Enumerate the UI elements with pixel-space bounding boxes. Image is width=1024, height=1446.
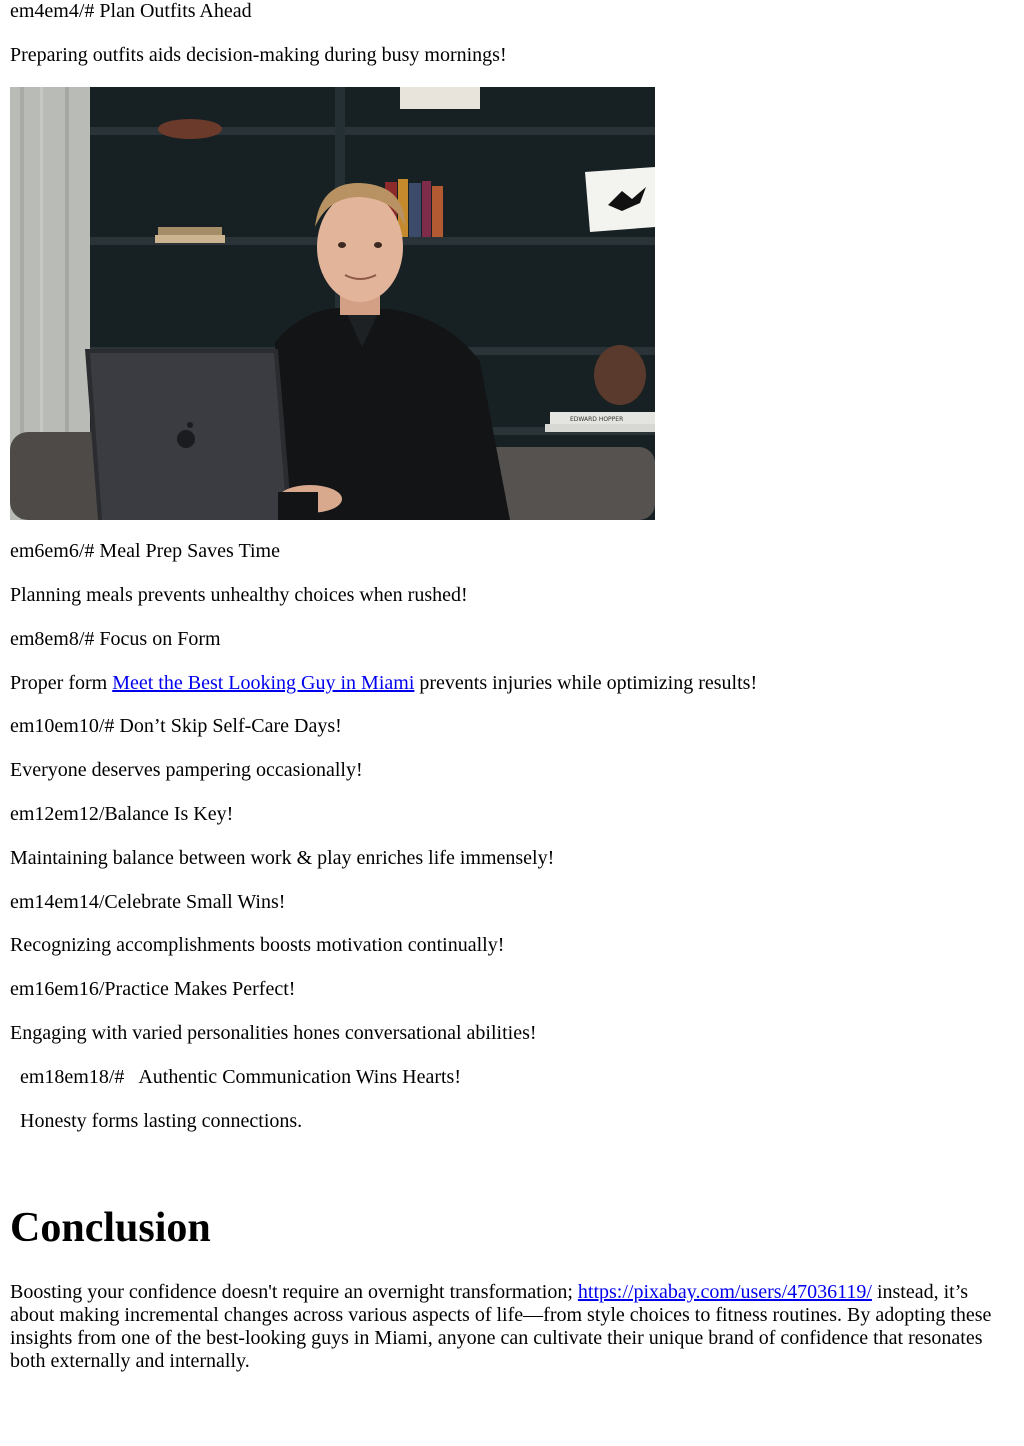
section-text: Planning meals prevents unhealthy choices when rushed!	[10, 584, 468, 606]
conclusion-text-before: Boosting your confidence doesn't require an overnight transformation;	[10, 1281, 578, 1303]
best-looking-guy-link[interactable]: Meet the Best Looking Guy in Miami	[112, 672, 415, 694]
text-after-link: prevents injuries while optimizing results!	[414, 672, 758, 694]
section-heading: em6em6/# Meal Prep Saves Time	[10, 540, 280, 562]
section-heading: em8em8/# Focus on Form	[10, 628, 221, 650]
section-heading: em14em14/Celebrate Small Wins!	[10, 891, 286, 913]
section-heading: em12em12/Balance Is Key!	[10, 803, 234, 825]
section-heading: em18em18/# Authentic Communication Wins Hearts!	[20, 1066, 461, 1088]
section-text: Everyone deserves pampering occasionally!	[10, 759, 363, 781]
conclusion-text-after: instead, it’s about making incremental changes across various aspects of life—from style choices to fitness routines. By adopting these insights from one of the best-looking guys in Miami, anyone can cultivate their unique brand of confidence that resonates both externally and internally.	[10, 1281, 992, 1372]
section-heading: em16em16/Practice Makes Perfect!	[10, 978, 296, 1000]
pixabay-link[interactable]: https://pixabay.com/users/47036119/	[577, 1281, 872, 1303]
section-text: Preparing outfits aids decision-making during busy mornings!	[10, 44, 507, 66]
section-text: Maintaining balance between work & play enriches life immensely!	[10, 847, 555, 869]
book-spine-text: EDWARD HOPPER	[570, 416, 624, 423]
conclusion-heading: Conclusion	[10, 1205, 211, 1251]
section-text: Engaging with varied personalities hones conversational abilities!	[10, 1022, 537, 1044]
conclusion-paragraph	[10, 1281, 1006, 1373]
section-heading: em4em4/# Plan Outfits Ahead	[10, 0, 252, 22]
text-before-link: Proper form	[10, 672, 113, 694]
man-with-laptop-photo	[10, 87, 655, 520]
section-text	[10, 672, 757, 695]
section-text: Recognizing accomplishments boosts motivation continually!	[10, 934, 505, 956]
section-heading: em10em10/# Don’t Skip Self-Care Days!	[10, 715, 342, 737]
section-text: Honesty forms lasting connections.	[20, 1110, 303, 1132]
